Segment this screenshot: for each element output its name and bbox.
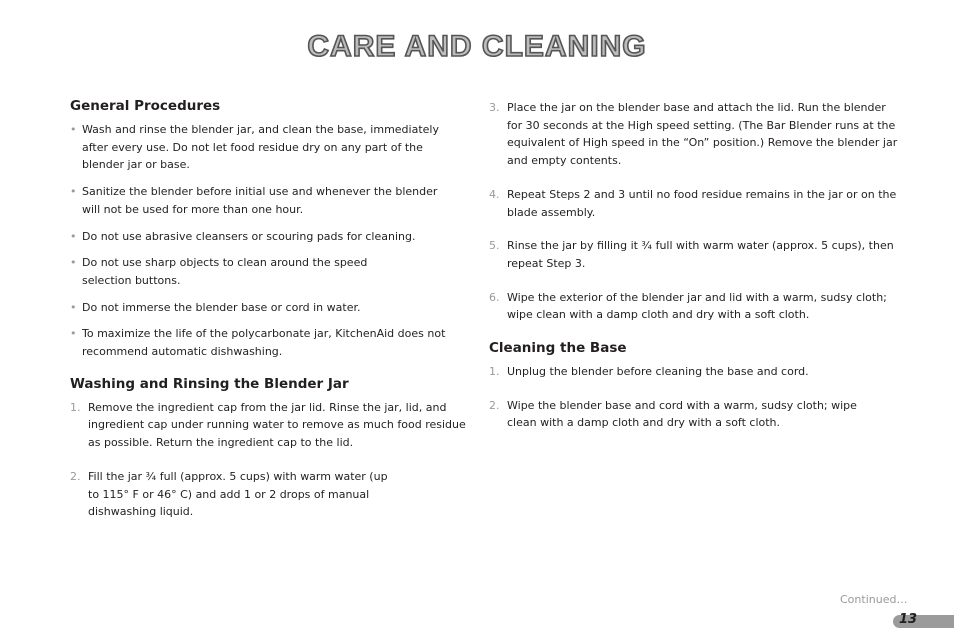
- bullet-icon: •: [70, 256, 77, 270]
- list-item: 4. Repeat Steps 2 and 3 until no food residue remains in the jar or on the blade assembly.: [489, 187, 897, 219]
- list-item: 2. Wipe the blender base and cord with a warm, sudsy cloth; wipe clean with a damp cloth and dry with a soft cloth.: [489, 398, 857, 430]
- washing-steps-continued: [489, 99, 898, 324]
- list-item: 1. Remove the ingredient cap from the jar lid. Rinse the jar, lid, and ingredient cap under running water to remove as much food residue as possible. Return the ingredient cap to the lid.: [70, 400, 466, 450]
- step-number: 2.: [489, 398, 500, 412]
- bullet-icon: •: [70, 327, 77, 341]
- list-item: 2. Fill the jar ¾ full (approx. 5 cups) with warm water (up to 115° F or 46° C) and add 1 or 2 drops of manual dishwashing liquid.: [70, 469, 388, 519]
- general-procedures-heading: General Procedures: [70, 98, 221, 114]
- washing-steps-list: [70, 399, 470, 521]
- list-item: • Do not use abrasive cleansers or scouring pads for cleaning.: [70, 228, 470, 246]
- general-procedures-list: [70, 121, 470, 361]
- step-number: 5.: [489, 239, 500, 253]
- continued-label: Continued…: [840, 593, 908, 606]
- washing-heading: Washing and Rinsing the Blender Jar: [70, 375, 349, 392]
- bullet-icon: •: [70, 300, 77, 314]
- right-column: [489, 98, 898, 432]
- list-item: 5. Rinse the jar by filling it ¾ full with warm water (approx. 5 cups), then repeat Step 3.: [489, 239, 894, 270]
- cleaning-base-steps-list: [489, 363, 889, 432]
- left-column: [70, 98, 470, 521]
- list-item: 6. Wipe the exterior of the blender jar and lid with a warm, sudsy cloth; wipe clean with a damp cloth and dry with a soft cloth.: [489, 290, 887, 322]
- list-item: • Do not immerse the blender base or cord in water.: [70, 299, 470, 317]
- step-number: 2.: [70, 469, 81, 483]
- list-item: • Do not use sharp objects to clean around the speed selection buttons.: [70, 256, 368, 287]
- step-number: 6.: [489, 290, 500, 304]
- list-item: • Wash and rinse the blender jar, and clean the base, immediately after every use. Do not let food residue dry on any part of the blender jar or base.: [70, 123, 439, 172]
- page-number: 13: [899, 612, 918, 627]
- step-number: 4.: [489, 187, 500, 201]
- cleaning-base-heading: Cleaning the Base: [489, 340, 627, 357]
- bullet-icon: •: [70, 123, 77, 136]
- step-number: 1.: [70, 400, 81, 414]
- bullet-icon: •: [70, 185, 77, 199]
- list-item: • Sanitize the blender before initial use and whenever the blender will not be used for more than one hour.: [70, 185, 438, 216]
- step-number: 3.: [489, 101, 500, 114]
- list-item: 3. Place the jar on the blender base and attach the lid. Run the blender for 30 seconds at the High speed setting. (The Bar Blender runs at the equivalent of High speed in the “On” position.) Remove the blender jar and empty contents.: [489, 101, 898, 168]
- step-number: 1.: [489, 365, 500, 379]
- list-item: • To maximize the life of the polycarbonate jar, KitchenAid does not recommend automatic dishwashing.: [70, 327, 446, 359]
- list-item: 1. Unplug the blender before cleaning the base and cord.: [489, 363, 899, 381]
- bullet-icon: •: [70, 229, 77, 243]
- page-title: CARE AND CLEANING: [307, 30, 647, 63]
